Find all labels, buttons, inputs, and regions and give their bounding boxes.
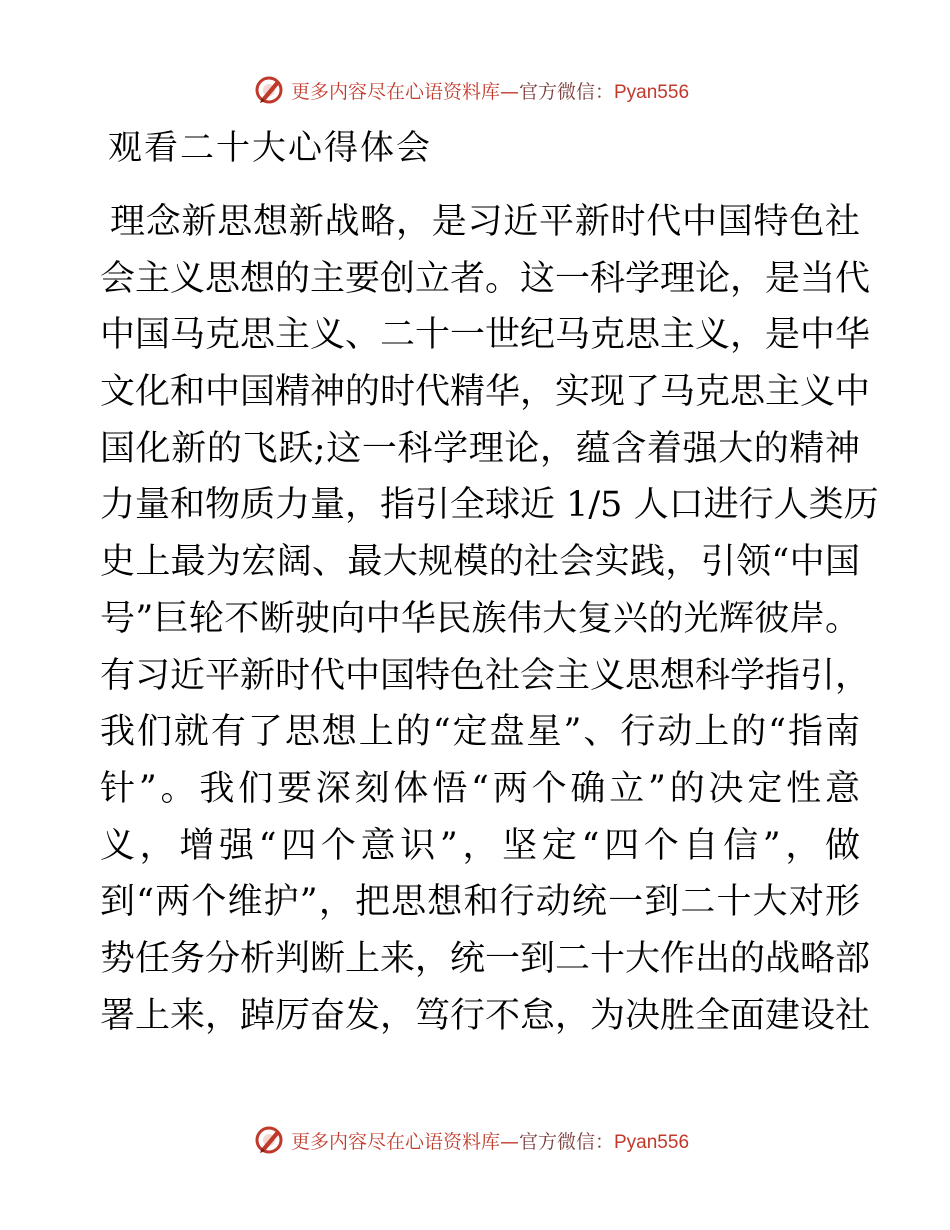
pen-logo-icon: [253, 74, 285, 106]
pen-logo-icon: [253, 1124, 285, 1156]
body-line: 署上来，踔厉奋发，笃行不怠，为决胜全面建设社: [100, 995, 871, 1036]
body-line: 到“两个维护”，把思想和行动统一到二十大对形: [100, 882, 860, 923]
watermark-dash: —: [499, 80, 519, 103]
watermark-wechat-id: Pyan556: [614, 1131, 690, 1153]
body-line: 国化新的飞跃;这一科学理论，蕴含着强大的精神: [100, 428, 860, 469]
body-line: 号”巨轮不断驶向中华民族伟大复兴的光辉彼岸。: [100, 598, 860, 639]
watermark-main-text: 更多内容尽在心语资料库: [290, 80, 500, 103]
body-line: 义，增强“四个意识”，坚定“四个自信”，做: [100, 825, 860, 866]
watermark-label: 官方微信：: [518, 80, 614, 103]
watermark-dash: —: [499, 1130, 519, 1153]
body-line: 史上最为宏阔、最大规模的社会实践，引领“中国: [100, 542, 860, 583]
body-line: 理念新思想新战略，是习近平新时代中国特色社: [110, 202, 860, 242]
body-line: 针”。我们要深刻体悟“两个确立”的决定性意: [100, 768, 860, 809]
body-line: 我们就有了思想上的“定盘星”、行动上的“指南: [100, 712, 860, 753]
watermark-main-text: 更多内容尽在心语资料库: [290, 1130, 500, 1153]
body-line: 文化和中国精神的时代精华，实现了马克思主义中: [100, 372, 871, 413]
watermark-wechat-id: Pyan556: [614, 81, 690, 103]
body-line: 势任务分析判断上来，统一到二十大作出的战略部: [100, 938, 871, 979]
document-title: 观看二十大心得体会: [108, 128, 432, 168]
body-line: 中国马克思主义、二十一世纪马克思主义，是中华: [100, 315, 871, 356]
document-body: [100, 194, 879, 1044]
header-watermark: [0, 70, 950, 110]
body-line: 有习近平新时代中国特色社会主义思想科学指引，: [100, 655, 871, 696]
body-line: 会主义思想的主要创立者。这一科学理论，是当代: [100, 258, 871, 299]
footer-watermark: [0, 1120, 950, 1160]
body-line: 力量和物质力量，指引全球近 1/5 人口进行人类历: [100, 485, 879, 526]
watermark-label: 官方微信：: [518, 1130, 614, 1153]
